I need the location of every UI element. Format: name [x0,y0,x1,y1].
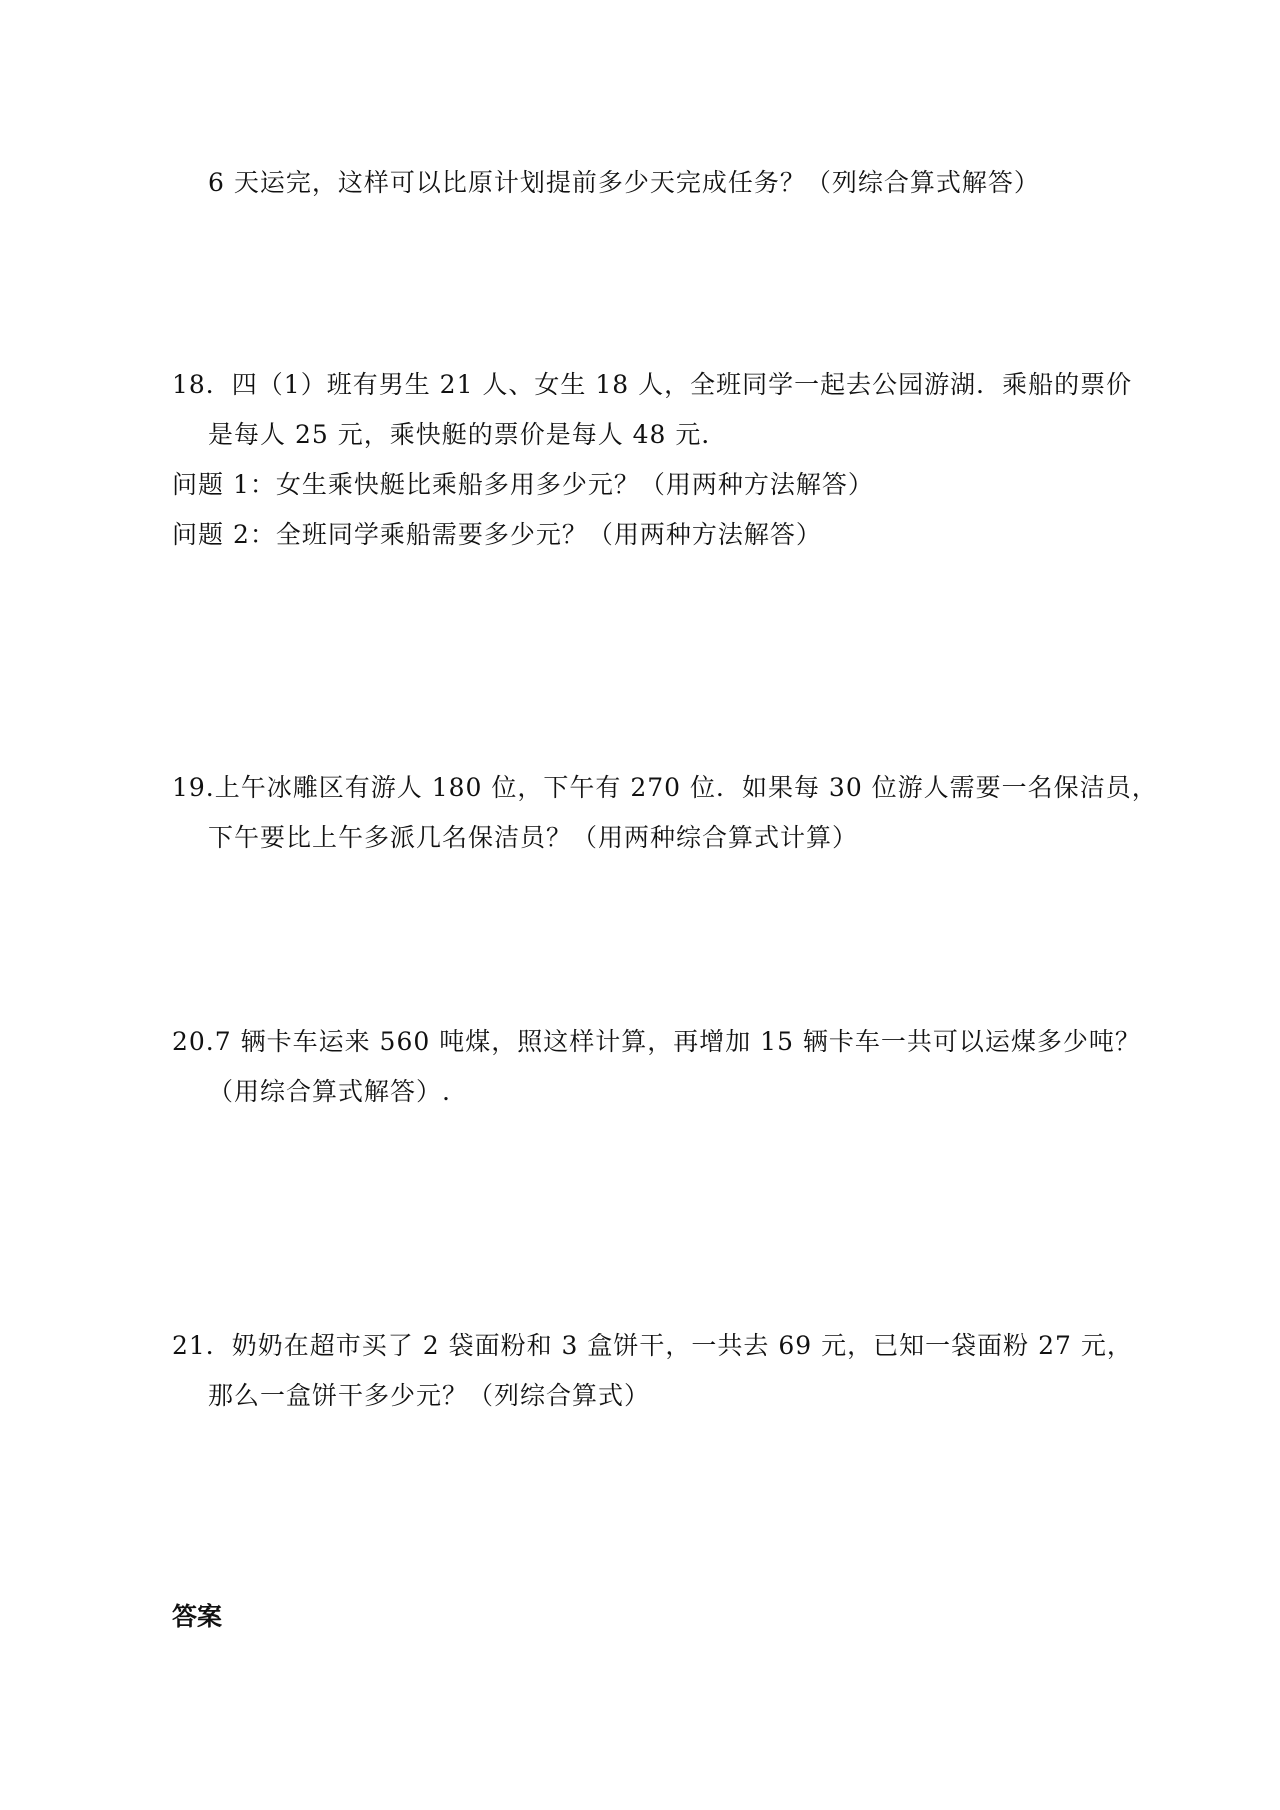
q20-line-2: （用综合算式解答）. [208,1077,451,1106]
q18-line-2: 是每人 25 元，乘快艇的票价是每人 48 元． [208,420,728,449]
answers-heading: 答案 [172,1602,223,1631]
q19-line-1: 19.上午冰雕区有游人 180 位，下午有 270 位．如果每 30 位游人需要一名保洁员， [172,773,1158,802]
q21-line-2: 那么一盒饼干多少元？（列综合算式） [208,1381,651,1410]
q19-line-2: 下午要比上午多派几名保洁员？（用两种综合算式计算） [208,823,859,852]
q18-subquestion-2: 问题 2：全班同学乘船需要多少元？（用两种方法解答） [172,520,822,549]
q21-line-1: 21．奶奶在超市买了 2 袋面粉和 3 盒饼干，一共去 69 元，已知一袋面粉 27 元， [172,1331,1133,1360]
q17-continuation-text: 6 天运完，这样可以比原计划提前多少天完成任务？（列综合算式解答） [208,168,1040,197]
q18-subquestion-1: 问题 1：女生乘快艇比乘船多用多少元？（用两种方法解答） [172,470,874,499]
q20-line-1: 20.7 辆卡车运来 560 吨煤，照这样计算，再增加 15 辆卡车一共可以运煤多少吨？ [172,1027,1141,1056]
q18-line-1: 18．四（1）班有男生 21 人、女生 18 人，全班同学一起去公园游湖．乘船的票价 [172,370,1133,399]
